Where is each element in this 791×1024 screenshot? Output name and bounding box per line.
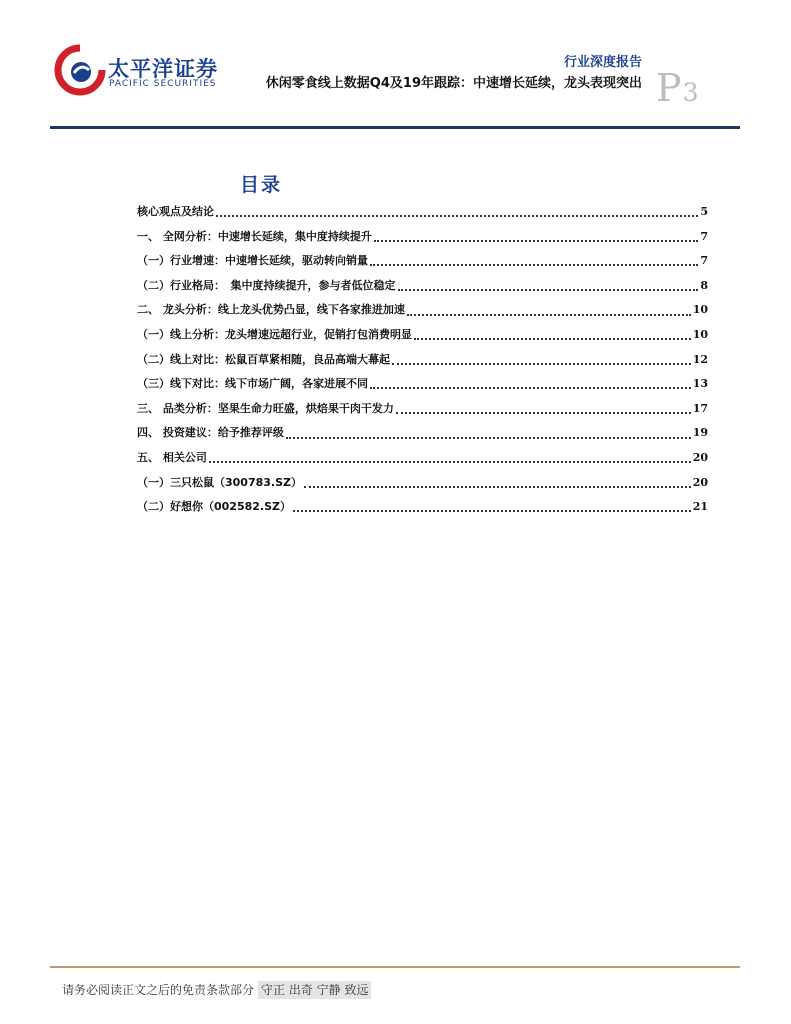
toc-heading: 目录 [240, 174, 283, 196]
toc-entry[interactable] [137, 421, 708, 446]
toc-entry-label: （二）行业格局： 集中度持续提升，参与者低位稳定 [137, 278, 396, 292]
toc-entry-page: 7 [700, 254, 708, 268]
toc-entry-label: （一）线上分析：龙头增速远超行业，促销打包消费明显 [137, 327, 412, 341]
toc-entry[interactable] [137, 298, 708, 323]
footer-divider [50, 966, 740, 968]
toc-entry[interactable] [137, 249, 708, 274]
toc-entry-label: （二）线上对比：松鼠百草紧相随，良品高端大幕起 [137, 352, 390, 366]
toc-entry-page: 13 [692, 377, 708, 391]
toc-entry-page: 7 [700, 229, 708, 243]
motto-text: 守正 出奇 宁静 致远 [258, 981, 371, 999]
brand-name-en: PACIFIC SECURITIES [109, 79, 217, 89]
report-type: 行业深度报告 [563, 55, 642, 70]
toc-entry[interactable] [137, 274, 708, 299]
toc-leader [414, 326, 691, 340]
page-letter: P [656, 66, 682, 110]
toc-entry-label: 四、 投资建议：给予推荐评级 [137, 426, 284, 440]
toc-entry-page: 8 [700, 278, 708, 292]
toc-leader [398, 277, 699, 291]
footer [62, 981, 371, 998]
brand-name-cn: 太平洋证券 [108, 57, 218, 81]
toc-leader [286, 425, 691, 439]
toc-entry-page: 20 [692, 475, 708, 489]
table-of-contents [137, 200, 708, 520]
toc-entry-label: 二、 龙头分析：线上龙头优势凸显，线下各家推进加速 [137, 303, 405, 317]
toc-entry-page: 20 [692, 450, 708, 464]
toc-leader [370, 375, 691, 389]
toc-entry-page: 5 [700, 205, 708, 218]
page-number: 3 [682, 78, 699, 107]
toc-leader [304, 474, 691, 488]
toc-entry-page: 12 [692, 352, 708, 366]
page-label [656, 66, 698, 110]
toc-entry-label: （三）线下对比：线下市场广阔，各家进展不同 [137, 377, 368, 391]
toc-entry[interactable] [137, 471, 708, 496]
toc-entry-label: （一）行业增速：中速增长延续，驱动转向销量 [137, 254, 368, 268]
toc-entry-page: 10 [692, 303, 708, 317]
toc-leader [374, 228, 699, 242]
toc-leader [396, 400, 691, 414]
toc-entry-page: 10 [692, 327, 708, 341]
toc-entry-page: 17 [692, 401, 708, 415]
report-title: 休闲零食线上数据Q4及19年跟踪：中速增长延续，龙头表现突出 [265, 76, 642, 91]
header-divider [50, 126, 740, 129]
toc-leader [293, 498, 691, 512]
toc-entry[interactable] [137, 397, 708, 422]
toc-leader [209, 449, 691, 463]
toc-entry[interactable] [137, 323, 708, 348]
toc-entry-label: 一、 全网分析：中速增长延续，集中度持续提升 [137, 229, 372, 243]
toc-entry[interactable] [137, 225, 708, 250]
toc-entry-page: 21 [692, 500, 708, 514]
toc-leader [216, 203, 698, 217]
pacific-securities-logo-icon [54, 44, 106, 96]
toc-entry[interactable] [137, 348, 708, 373]
toc-entry-label: 三、 品类分析：坚果生命力旺盛，烘焙果干肉干发力 [137, 401, 394, 415]
toc-leader [392, 351, 691, 365]
toc-entry[interactable] [137, 446, 708, 471]
toc-leader [407, 302, 691, 316]
toc-entry-page: 19 [692, 426, 708, 440]
toc-entry[interactable] [137, 372, 708, 397]
toc-entry[interactable] [137, 200, 708, 225]
toc-entry-label: （一）三只松鼠（300783.SZ） [137, 475, 302, 489]
toc-entry[interactable] [137, 495, 708, 520]
disclaimer-text: 请务必阅读正文之后的免责条款部分 [62, 983, 255, 997]
toc-entry-label: 核心观点及结论 [137, 205, 214, 218]
toc-entry-label: 五、 相关公司 [137, 450, 207, 464]
toc-leader [370, 252, 698, 266]
toc-entry-label: （二）好想你（002582.SZ） [137, 500, 291, 514]
